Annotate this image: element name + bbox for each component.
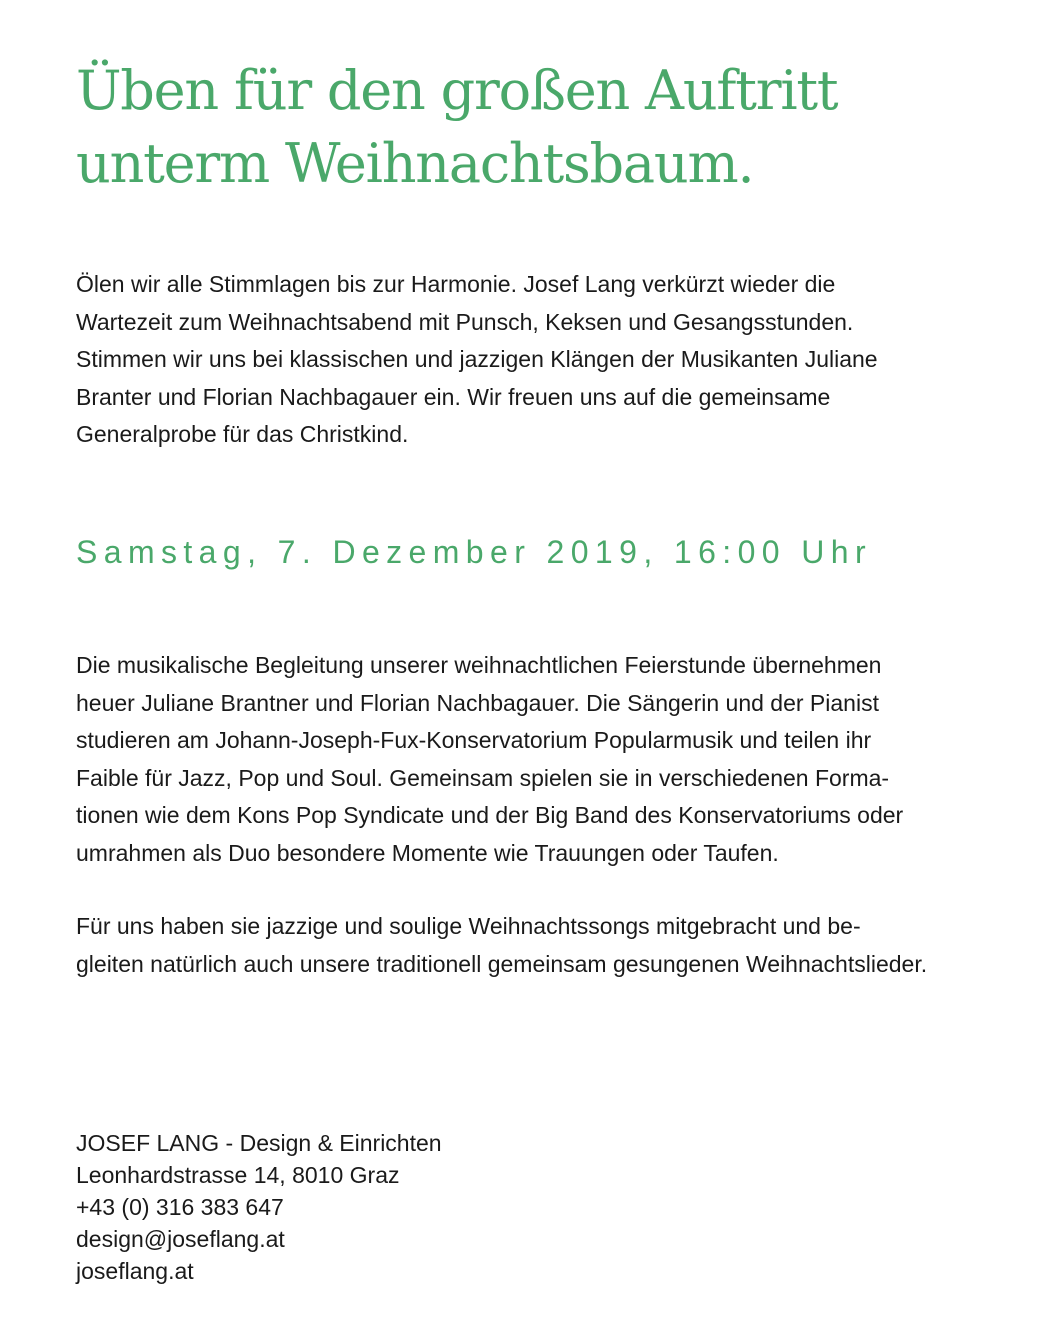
- musicians-paragraph: [76, 647, 903, 872]
- intro-line: Wartezeit zum Weihnachtsabend mit Punsch, Keksen und Gesangsstunden.: [76, 308, 854, 335]
- headline: [76, 54, 1036, 200]
- website: joseflang.at: [76, 1258, 194, 1284]
- songs-paragraph: [76, 908, 927, 983]
- paragraph-line: Faible für Jazz, Pop und Soul. Gemeinsam spielen sie in verschiedenen Forma-: [76, 764, 890, 791]
- paragraph-line: umrahmen als Duo besondere Momente wie Trauungen oder Taufen.: [76, 839, 779, 866]
- headline-line-1: Üben für den großen Auftritt: [76, 59, 838, 122]
- intro-line: Generalprobe für das Christkind.: [76, 421, 409, 447]
- paragraph-line: Für uns haben sie jazzige und soulige Weihnachtssongs mitgebracht und be-: [76, 913, 861, 939]
- intro-line: Ölen wir alle Stimmlagen bis zur Harmonie. Josef Lang verkürzt wieder die: [76, 271, 836, 297]
- email-address: design@joseflang.at: [76, 1226, 285, 1252]
- street-address: Leonhardstrasse 14, 8010 Graz: [76, 1162, 400, 1188]
- phone-number: +43 (0) 316 383 647: [76, 1194, 284, 1220]
- intro-paragraph: [76, 266, 878, 454]
- intro-line: Branter und Florian Nachbagauer ein. Wir freuen uns auf die gemeinsame: [76, 383, 831, 410]
- paragraph-line: gleiten natürlich auch unsere traditionell gemeinsam gesungenen Weihnachtslieder.: [76, 950, 928, 977]
- intro-line: Stimmen wir uns bei klassischen und jazzigen Klängen der Musikanten Juliane: [76, 346, 878, 372]
- headline-line-2: unterm Weihnachtsbaum.: [76, 132, 754, 195]
- company-name: JOSEF LANG - Design & Einrichten: [76, 1130, 442, 1156]
- event-date: Samstag, 7. Dezember 2019, 16:00 Uhr: [76, 534, 873, 570]
- contact-block: [76, 1127, 442, 1287]
- paragraph-line: heuer Juliane Brantner und Florian Nachbagauer. Die Sängerin und der Pianist: [76, 689, 879, 716]
- paragraph-line: tionen wie dem Kons Pop Syndicate und der Big Band des Konservatoriums oder: [76, 802, 904, 828]
- paragraph-line: studieren am Johann-Joseph-Fux-Konservatorium Popularmusik und teilen ihr: [76, 727, 872, 753]
- paragraph-line: Die musikalische Begleitung unserer weihnachtlichen Feierstunde übernehmen: [76, 652, 882, 678]
